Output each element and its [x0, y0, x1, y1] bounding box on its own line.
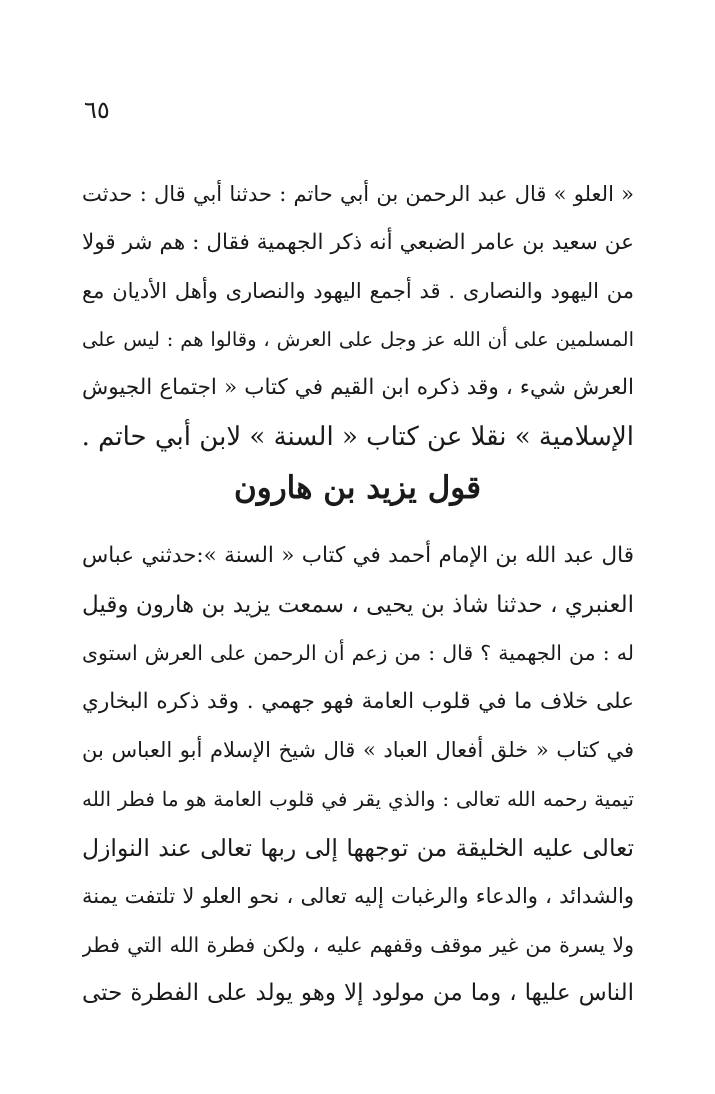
- text-line: تيمية رحمه الله تعالى : والذي يقر في قلوب العامة هو ما فطر الله: [82, 786, 634, 811]
- text-line: العرش شيء ، وقد ذكره ابن القيم في كتاب « اجتماع الجيوش: [82, 375, 634, 401]
- text-line: على خلاف ما في قلوب العامة فهو جهمي . وقد ذكره البخاري: [82, 688, 634, 714]
- text-line: في كتاب « خلق أفعال العباد » قال شيخ الإسلام أبو العباس بن: [82, 738, 634, 763]
- text-line: الإسلامية » نقلا عن كتاب « السنة » لابن أبي حاتم .: [82, 421, 634, 452]
- text-line: قال عبد الله بن الإمام أحمد في كتاب « السنة »:حدثني عباس: [82, 543, 634, 568]
- paragraph-body: [82, 532, 634, 1018]
- text-line: من اليهود والنصارى . قد أجمع اليهود والنصارى وأهل الأديان مع: [82, 279, 634, 304]
- text-line: « العلو » قال عبد الرحمن بن أبي حاتم : حدثنا أبي قال : حدثت: [82, 182, 634, 206]
- text-line: والشدائد ، والدعاء والرغبات إليه تعالى ، نحو العلو لا تلتفت يمنة: [82, 884, 634, 909]
- page-number: ٦٥: [84, 96, 110, 124]
- text-line: ولا يسرة من غير موقف وقفهم عليه ، ولكن فطرة الله التي فطر: [82, 932, 634, 957]
- text-line: العنبري ، حدثنا شاذ بن يحيى ، سمعت يزيد بن هارون وقيل: [82, 591, 634, 618]
- section-heading: قول يزيد بن هارون: [233, 470, 482, 506]
- text-line: الناس عليها ، وما من مولود إلا وهو يولد على الفطرة حتى: [82, 980, 634, 1007]
- paragraph-continued: [82, 170, 634, 462]
- text-line: عن سعيد بن عامر الضبعي أنه ذكر الجهمية فقال : هم شر قولا: [82, 229, 634, 255]
- text-line: له : من الجهمية ؟ قال : من زعم أن الرحمن على العرش استوى: [82, 641, 634, 666]
- text-line: تعالى عليه الخليقة من توجهها إلى ربها تعالى عند النوازل: [82, 833, 634, 862]
- text-line: المسلمين على أن الله عز وجل على العرش ، وقالوا هم : ليس على: [82, 327, 634, 351]
